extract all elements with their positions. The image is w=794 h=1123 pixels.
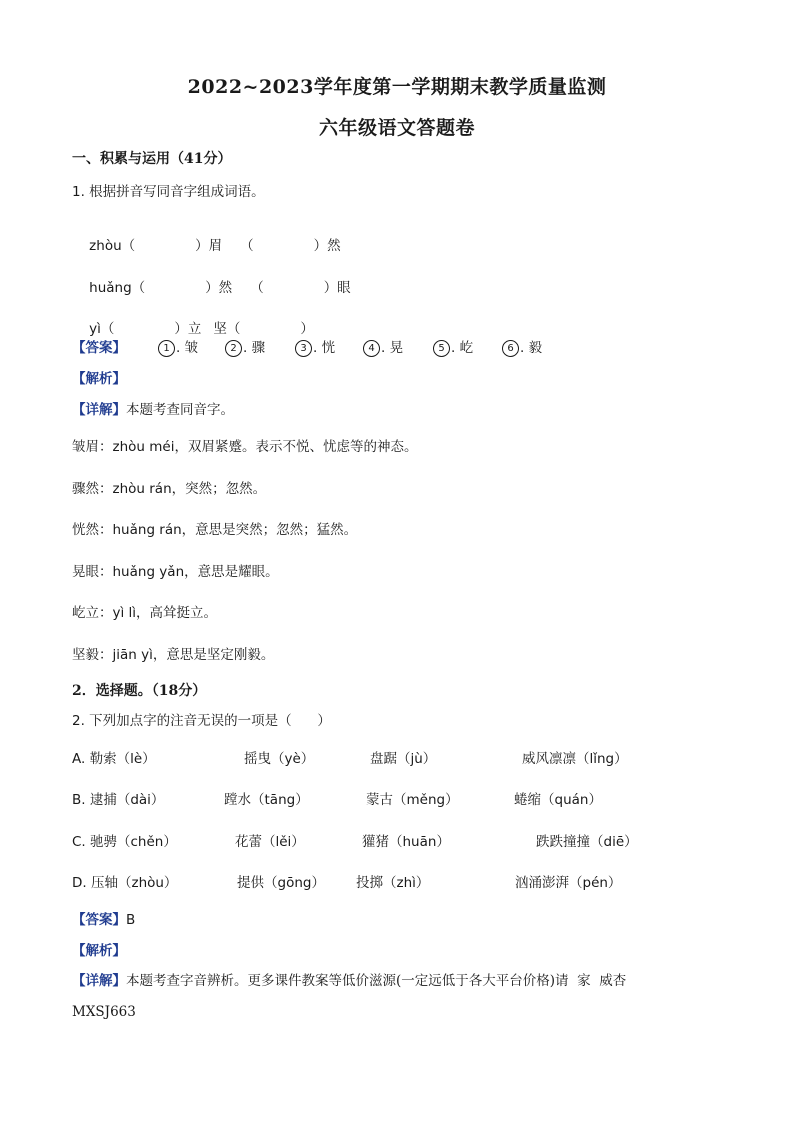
option-c-item: 跌跌撞撞（diē） <box>536 834 638 850</box>
option-a-item: 摇曳（yè） <box>244 751 315 767</box>
option-b-item: 蒙古（měng） <box>366 792 459 808</box>
explanation-2: 骤然：zhòu rán，突然；忽然。 <box>72 481 267 497</box>
option-d-label[interactable]: D. 压轴（zhòu） <box>72 875 178 891</box>
footer-code: MXSJ663 <box>72 1004 136 1020</box>
analysis-tag: 【解析】 <box>72 371 126 387</box>
explanation-4: 晃眼：huǎng yǎn，意思是耀眼。 <box>72 564 279 580</box>
explanation-1: 皱眉：zhòu méi，双眉紧蹙。表示不悦、忧虑等的神态。 <box>72 439 418 455</box>
option-a-item: 盘踞（jù） <box>370 751 437 767</box>
blank-suffix: ）眼 <box>323 280 351 296</box>
option-c-label[interactable]: C. 驰骋（chěn） <box>72 834 177 850</box>
answer-line-2 <box>72 911 135 929</box>
answer-char: 皱 <box>184 340 199 356</box>
blank-suffix: ）然 <box>205 280 233 296</box>
analysis-tag: 【解析】 <box>72 943 126 959</box>
answer-item-5: 5 . 屹 <box>433 339 473 357</box>
option-a-label[interactable]: A. 勒索（lè） <box>72 751 156 767</box>
detail-tag: 【详解】 <box>72 402 126 418</box>
pinyin-label: huǎng（ <box>89 280 146 296</box>
option-d-item: 提供（gōng） <box>237 875 325 891</box>
answer-item-1: 1 . 皱 <box>158 339 198 357</box>
circled-number-6: 6 <box>502 340 519 357</box>
answer-char: 屹 <box>459 340 474 356</box>
section-heading-2: 2．选择题。（18分） <box>72 683 207 699</box>
detail-text: 本题考查字音辨析。更多课件教案等低价滋源(一定远低于各大平台价格)请 家 威杏 <box>126 973 627 989</box>
option-d-item: 投掷（zhì） <box>356 875 430 891</box>
pinyin-label: zhòu（ <box>89 238 136 254</box>
option-d-item: 汹涌澎湃（pén） <box>515 875 622 891</box>
answer-value: B <box>126 912 136 928</box>
circled-number-5: 5 <box>433 340 450 357</box>
blank-prefix: 坚（ <box>213 321 241 337</box>
option-b-item: 蹚水（tāng） <box>224 792 309 808</box>
question-2-stem: 2. 下列加点字的注音无误的一项是（ ） <box>72 713 331 729</box>
option-b-label[interactable]: B. 逮捕（dài） <box>72 792 165 808</box>
answer-char: 恍 <box>321 340 336 356</box>
blank-suffix: ）然 <box>313 238 341 254</box>
circled-number-3: 3 <box>295 340 312 357</box>
document-title: 2022~2023学年度第一学期期末教学质量监测 <box>187 76 607 98</box>
question-1-stem: 1. 根据拼音写同音字组成词语。 <box>72 184 265 200</box>
answer-tag: 【答案】 <box>72 912 126 928</box>
explanation-3: 恍然：huǎng rán，意思是突然；忽然；猛然。 <box>72 522 358 538</box>
detail-line <box>72 401 234 419</box>
detail-line <box>72 972 626 990</box>
blank-prefix: （ <box>250 280 264 296</box>
explanation-6: 坚毅：jiān yì，意思是坚定刚毅。 <box>72 647 275 663</box>
detail-intro: 本题考查同音字。 <box>126 402 234 418</box>
answer-char: 毅 <box>528 340 543 356</box>
detail-tag: 【详解】 <box>72 973 126 989</box>
section-heading-1: 一、积累与运用（41分） <box>72 151 232 167</box>
answer-item-2: 2 . 骤 <box>225 339 265 357</box>
answer-char: 骤 <box>251 340 266 356</box>
option-c-item: 花蕾（lěi） <box>235 834 305 850</box>
circled-number-1: 1 <box>158 340 175 357</box>
answer-item-6: 6 . 毅 <box>502 339 542 357</box>
answer-item-4: 4 . 晃 <box>363 339 403 357</box>
option-a-item: 威风凛凛（lǐng） <box>522 751 628 767</box>
pinyin-label: yì（ <box>89 321 115 337</box>
answer-tag: 【答案】 <box>72 340 126 356</box>
explanation-5: 屹立：yì lì，高耸挺立。 <box>72 605 218 621</box>
blank-suffix: ）眉 <box>195 238 223 254</box>
answer-item-3: 3 . 恍 <box>295 339 335 357</box>
blank-suffix: ）立 <box>174 321 202 337</box>
option-b-item: 蜷缩（quán） <box>514 792 602 808</box>
blank-prefix: （ <box>240 238 254 254</box>
option-c-item: 獾猪（huān） <box>362 834 450 850</box>
blank-suffix: ） <box>300 321 314 337</box>
document-subtitle: 六年级语文答题卷 <box>318 117 475 139</box>
circled-number-4: 4 <box>363 340 380 357</box>
answer-char: 晃 <box>389 340 404 356</box>
circled-number-2: 2 <box>225 340 242 357</box>
